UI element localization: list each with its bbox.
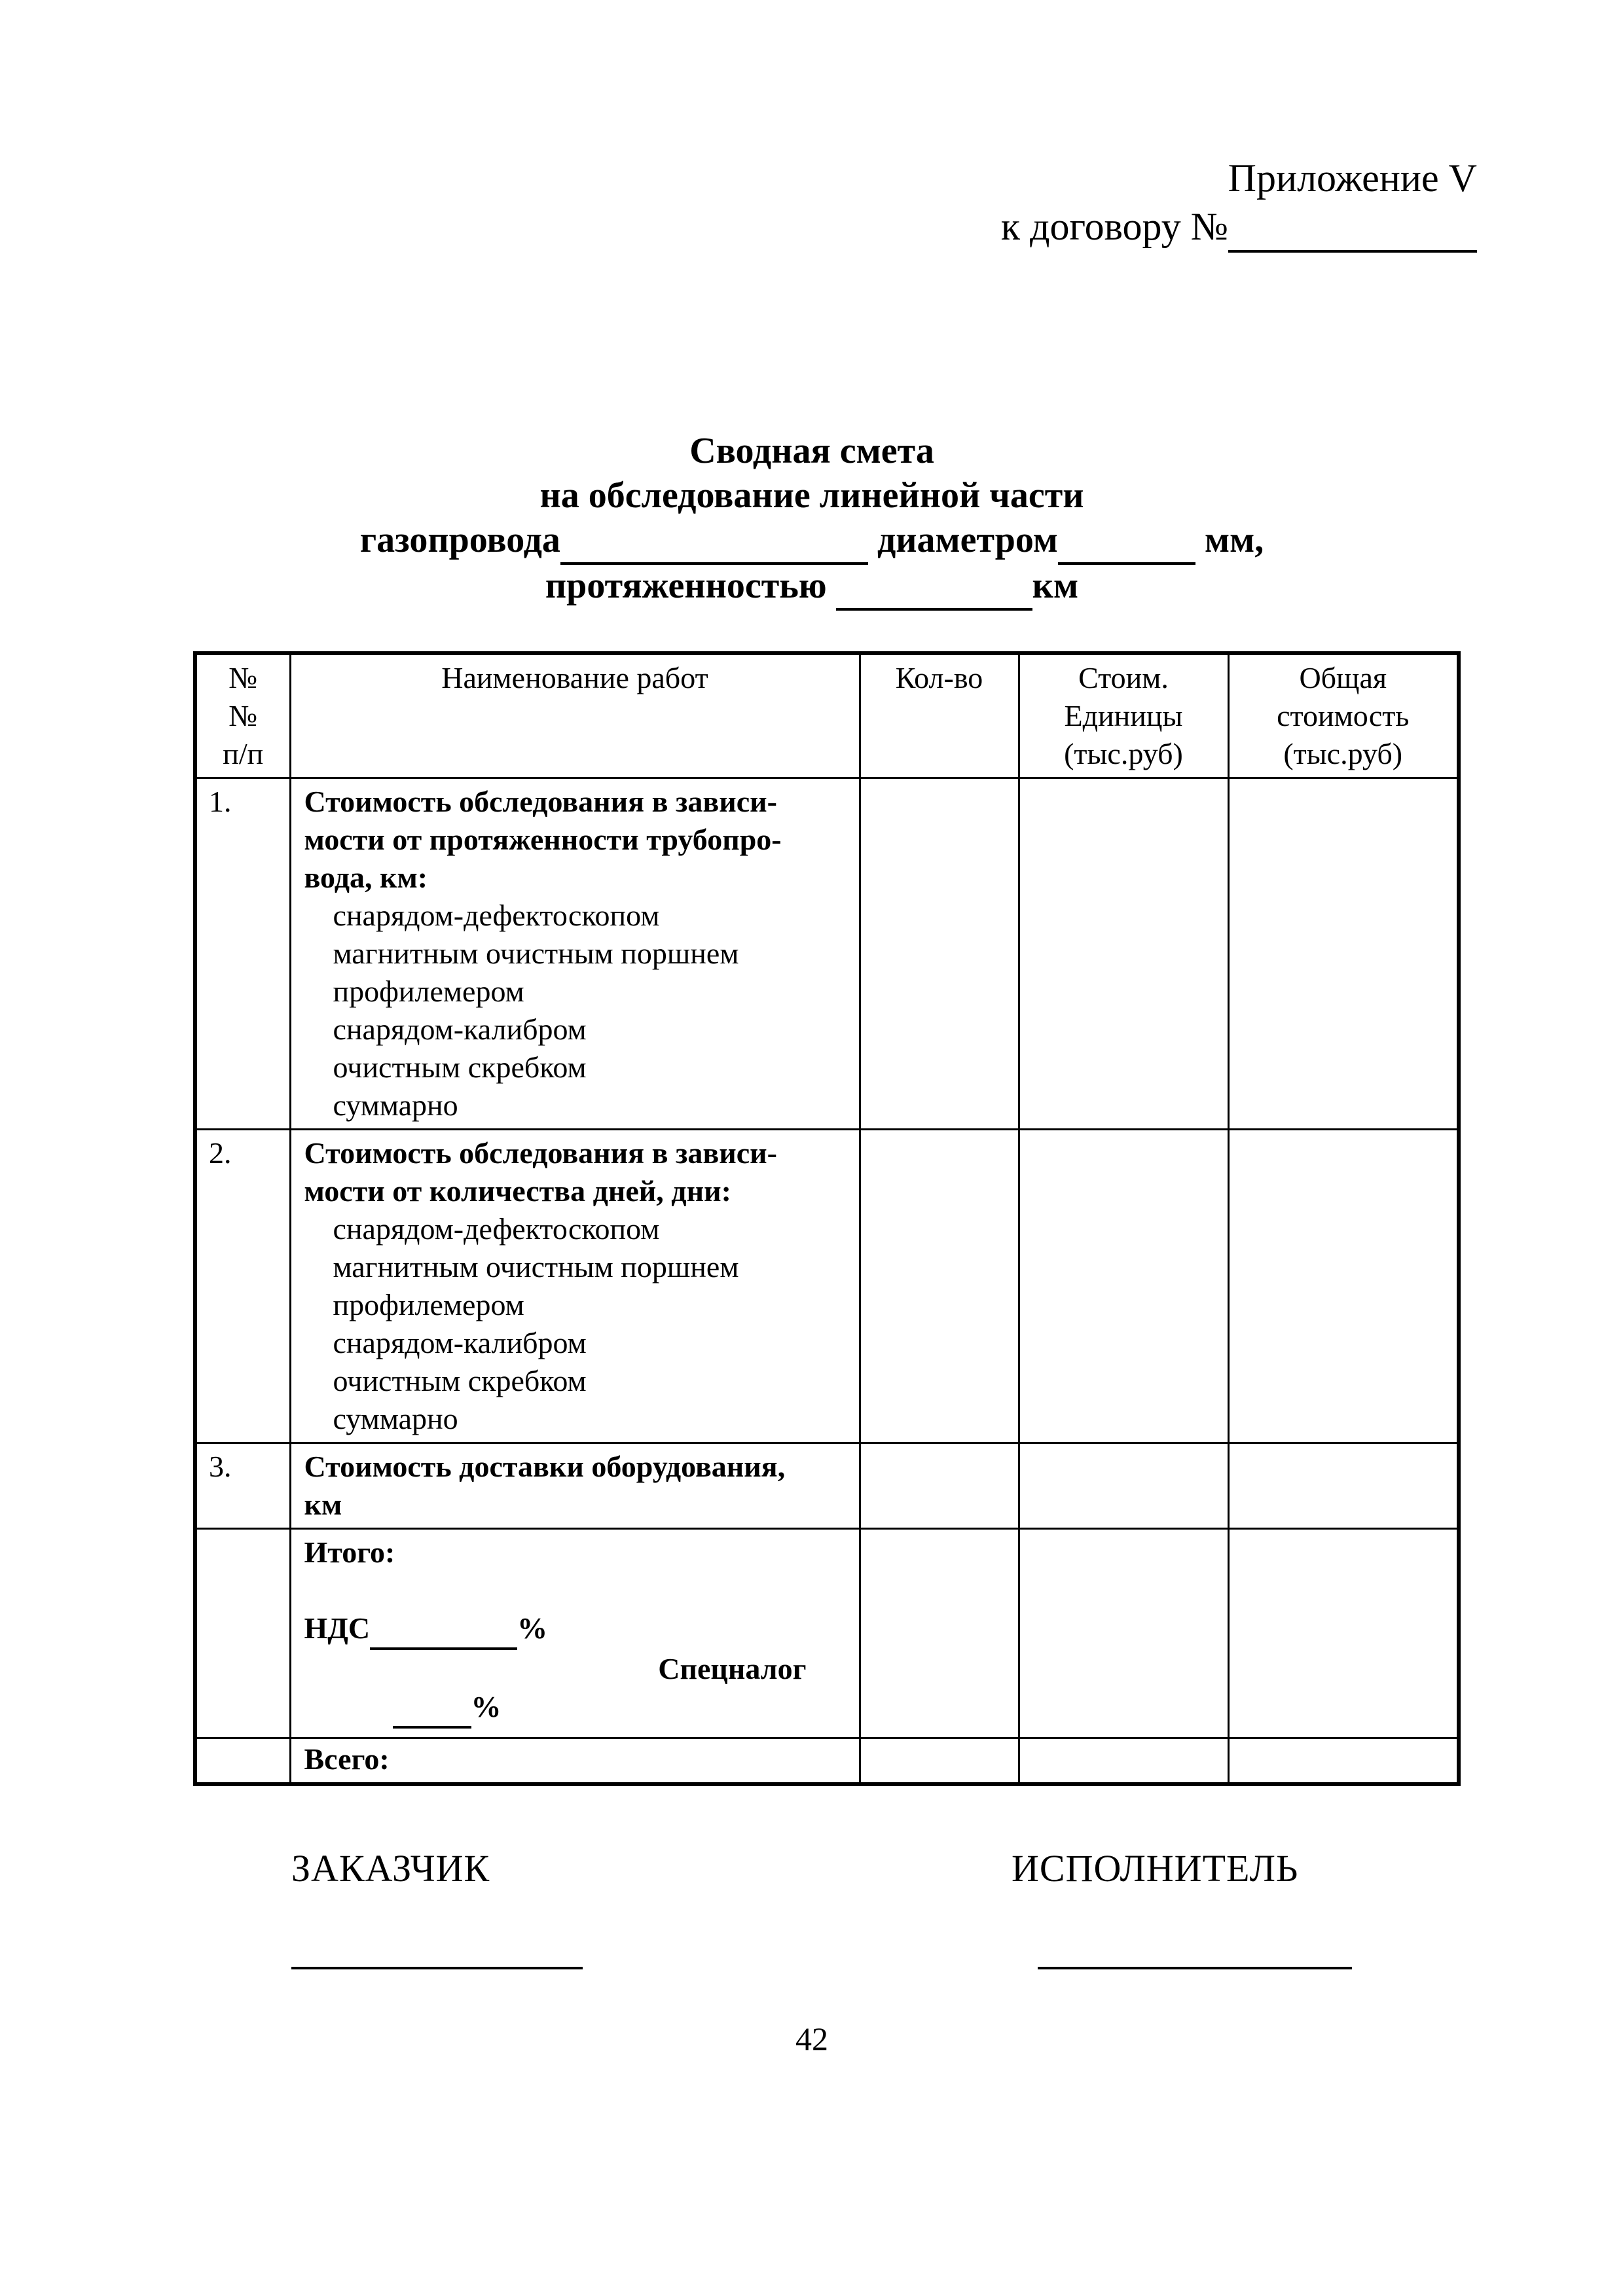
itogo-label: Итого: bbox=[304, 1535, 395, 1569]
table-row bbox=[195, 778, 1459, 1130]
special-tax-percent-blank[interactable] bbox=[393, 1688, 471, 1729]
totals-description bbox=[290, 1529, 860, 1738]
list-item: очистным скребком bbox=[333, 1050, 587, 1084]
customer-signature-line[interactable] bbox=[291, 1967, 583, 1969]
contractor-signature-line[interactable] bbox=[1038, 1967, 1352, 1969]
list-item: профилемером bbox=[333, 975, 524, 1008]
row-number: 3. bbox=[195, 1443, 290, 1529]
table-row bbox=[195, 1130, 1459, 1443]
estimate-table bbox=[193, 651, 1461, 1786]
length-line bbox=[196, 564, 1427, 611]
length-unit: км bbox=[1032, 565, 1079, 606]
list-item: снарядом-дефектоскопом bbox=[333, 899, 660, 932]
nds-percent-blank[interactable] bbox=[370, 1609, 517, 1650]
pipeline-name-blank[interactable] bbox=[560, 518, 868, 565]
quantity-cell[interactable] bbox=[860, 1738, 1019, 1785]
diameter-label: диаметром bbox=[877, 520, 1058, 560]
grand-total-row bbox=[195, 1738, 1459, 1785]
length-label: протяженностью bbox=[545, 565, 827, 606]
col-header-number: № № п/п bbox=[195, 653, 290, 778]
unit-cost-cell[interactable] bbox=[1019, 1443, 1228, 1529]
work-description: Стоимость обследования в зависи- мости от количества дней, дни: снарядом-дефектоскопом магнитным очистным поршнем профилемером снарядом-калибром очистным скребком суммарно bbox=[290, 1130, 860, 1443]
unit-cost-cell[interactable] bbox=[1019, 1738, 1228, 1785]
unit-cost-cell[interactable] bbox=[1019, 778, 1228, 1130]
list-item: суммарно bbox=[333, 1402, 458, 1435]
total-cost-cell[interactable] bbox=[1228, 1443, 1459, 1529]
customer-label: ЗАКАЗЧИК bbox=[291, 1847, 490, 1890]
document-title: Сводная смета bbox=[689, 431, 934, 471]
work-description: Стоимость доставки оборудования, км bbox=[290, 1443, 860, 1529]
list-item: очистным скребком bbox=[333, 1364, 587, 1397]
list-item: снарядом-калибром bbox=[333, 1326, 587, 1359]
total-cost-cell[interactable] bbox=[1228, 1529, 1459, 1738]
row-number: 2. bbox=[195, 1130, 290, 1443]
special-tax-label: Спецналог bbox=[658, 1652, 807, 1685]
total-cost-cell[interactable] bbox=[1228, 778, 1459, 1130]
list-item: профилемером bbox=[333, 1288, 524, 1321]
list-item: суммарно bbox=[333, 1088, 458, 1122]
special-tax-line: % bbox=[304, 1688, 852, 1729]
quantity-cell[interactable] bbox=[860, 1529, 1019, 1738]
diameter-blank[interactable] bbox=[1058, 518, 1195, 565]
length-blank[interactable] bbox=[836, 564, 1032, 611]
list-item: снарядом-дефектоскопом bbox=[333, 1212, 660, 1246]
appendix-label: Приложение V bbox=[1228, 156, 1477, 200]
diameter-unit: мм, bbox=[1204, 520, 1264, 560]
row-number bbox=[195, 1529, 290, 1738]
unit-cost-cell[interactable] bbox=[1019, 1529, 1228, 1738]
nds-line: НДС % bbox=[304, 1609, 852, 1650]
table-header-row bbox=[195, 653, 1459, 778]
list-item: магнитным очистным поршнем bbox=[333, 1250, 739, 1283]
quantity-cell[interactable] bbox=[860, 1130, 1019, 1443]
table-row bbox=[195, 1443, 1459, 1529]
col-header-quantity: Кол-во bbox=[860, 653, 1019, 778]
total-cost-cell[interactable] bbox=[1228, 1738, 1459, 1785]
list-item: магнитным очистным поршнем bbox=[333, 937, 739, 970]
quantity-cell[interactable] bbox=[860, 778, 1019, 1130]
page-number: 42 bbox=[795, 2020, 828, 2057]
pipeline-parameters-line bbox=[196, 518, 1427, 565]
col-header-total-cost: Общая стоимость (тыс.руб) bbox=[1228, 653, 1459, 778]
row-number bbox=[195, 1738, 290, 1785]
work-description: Стоимость обследования в зависи- мости от протяженности трубопро- вода, км: снарядом-дефектоскопом магнитным очистным поршнем профилемером снарядом-калибром очистным скребком суммарно bbox=[290, 778, 860, 1130]
contract-number-blank[interactable] bbox=[1228, 203, 1477, 253]
pipeline-label: газопровода bbox=[359, 520, 560, 560]
vsego-label: Всего: bbox=[290, 1738, 860, 1785]
unit-cost-cell[interactable] bbox=[1019, 1130, 1228, 1443]
contract-number-line bbox=[917, 203, 1477, 253]
contractor-label: ИСПОЛНИТЕЛЬ bbox=[1012, 1847, 1299, 1890]
col-header-work-name: Наименование работ bbox=[290, 653, 860, 778]
totals-row bbox=[195, 1529, 1459, 1738]
list-item: снарядом-калибром bbox=[333, 1013, 587, 1046]
total-cost-cell[interactable] bbox=[1228, 1130, 1459, 1443]
document-subtitle: на обследование линейной части bbox=[539, 475, 1084, 516]
col-header-unit-cost: Стоим. Единицы (тыс.руб) bbox=[1019, 653, 1228, 778]
contract-prefix: к договору № bbox=[1000, 205, 1228, 248]
row-number: 1. bbox=[195, 778, 290, 1130]
quantity-cell[interactable] bbox=[860, 1443, 1019, 1529]
